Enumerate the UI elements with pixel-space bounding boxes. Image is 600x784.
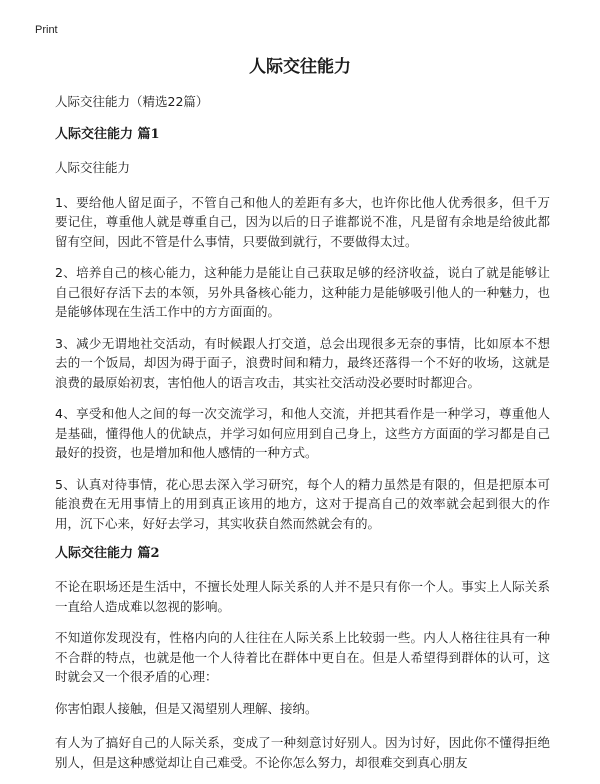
paragraph: 3、减少无谓地社交活动，有时候跟人打交道，总会出现很多无奈的事情，比如原本不想去的一个饭局，却因为碍于面子，浪费时间和精力，最终还落得一个不好的收场，这就是浪费的最原始初衷，害怕他人的语言攻击，其实社交活动没必要时时都迎合。 bbox=[55, 335, 550, 390]
section-heading-1: 人际交往能力 篇1 bbox=[55, 127, 160, 142]
document-title: 人际交往能力 bbox=[249, 57, 351, 77]
paragraph: 5、认真对待事情，花心思去深入学习研究，每个人的精力虽然是有限的，但是把原本可能浪费在无用事情上的用到真正该用的地方，这对于提高自己的效率就会起到很大的作用，沉下心来，好好去学习，其实收获自然而然就会有的。 bbox=[55, 476, 550, 531]
paragraph: 不论在职场还是生活中，不擅长处理人际关系的人并不是只有你一个人。事实上人际关系一直给人造成难以忽视的影响。 bbox=[55, 579, 550, 614]
paragraph: 2、培养自己的核心能力，这种能力是能让自己获取足够的经济收益，说白了就是能够让自己很好存活下去的本领，另外具备核心能力，这种能力是能够吸引他人的一种魅力，也是能够体现在生活工作中的方方面面的。 bbox=[55, 265, 550, 319]
paragraph: 4、享受和他人之间的每一次交流学习，和他人交流，并把其看作是一种学习，尊重他人是基础，懂得他人的优缺点，并学习如何应用到自己身上，这些方方面面的学习都是自己最好的投资，也是增加和他人感情的一种方式。 bbox=[55, 406, 550, 460]
paragraph: 不知道你发现没有，性格内向的人往往在人际关系上比较弱一些。内人人格往往具有一种不合群的特点，也就是他一个人待着比在群体中更自在。但是人希望得到群体的认可，这时就会又一个很矛盾的心理： bbox=[55, 630, 550, 684]
paragraph: 1、要给他人留足面子，不管自己和他人的差距有多大，也许你比他人优秀很多，但千万要记住，尊重他人就是尊重自己，因为以后的日子谁都说不准，凡是留有余地是给彼此都留有空间，因此不管是什么事情，只要做到就行，不要做得太过。 bbox=[55, 194, 550, 249]
section-heading-2: 人际交往能力 篇2 bbox=[55, 546, 160, 561]
paragraph: 你害怕跟人接触，但是又渴望别人理解、接纳。 bbox=[55, 700, 318, 716]
paragraph: 有人为了搞好自己的人际关系，变成了一种刻意讨好别人。因为讨好，因此你不懂得拒绝别人，但是这种感觉却让自己难受。不论你怎么努力，却很难交到真心朋友 bbox=[55, 735, 550, 770]
print-label: Print bbox=[35, 24, 58, 36]
document-body bbox=[55, 93, 550, 784]
document-subtitle: 人际交往能力（精选22篇） bbox=[55, 94, 209, 109]
paragraph: 人际交往能力 bbox=[55, 160, 131, 175]
